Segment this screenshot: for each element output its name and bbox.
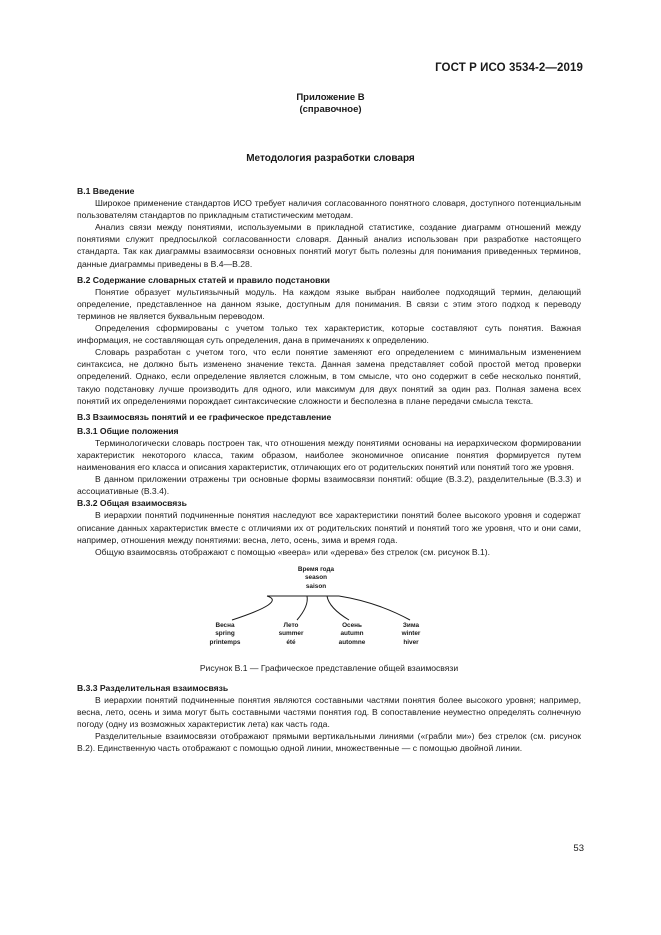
child-node-winter [383, 622, 439, 647]
paragraph: Терминологически словарь построен так, что отношения между понятиями основаны на иерархическом формировании характеристик некоторого класса, таким образом, наиболее экономичное описание понятия формируется путем наименования его класса и описания характеристик, отличающих его от родительских понятий или понятий того же уровня. [77, 437, 581, 473]
node-label-fr: hiver [403, 638, 419, 646]
section-heading-b2: В.2 Содержание словарных статей и правило подстановки [77, 274, 330, 285]
root-label-en: season [304, 574, 328, 582]
paragraph: Понятие образует мультиязычный модуль. На каждом языке выбран наиболее подходящий термин, делающий определение, представленное на данном языке, доступным для понимания. В связи с этим этого подход к переводу терминов не является буквальным переводом. [77, 286, 581, 321]
section-heading-b1: В.1 Введение [77, 186, 135, 196]
paragraph: Анализ связи между понятиями, используемыми в прикладной статистике, создание диаграмм отношений между понятиями служит предпосылкой согласованности словаря. Данный анализ использован при разработке настоящего стандарта. Так как диаграммы взаимосвязи основных понятий могут быть полезны для понимания приведенных терминов, данные диаграммы приведены в В.4—В.28. [77, 222, 581, 269]
standard-header: ГОСТ Р ИСО 3534-2—2019 [435, 62, 583, 74]
node-label-en: autumn [340, 630, 364, 638]
document-body [77, 185, 581, 754]
branch-line-summer [297, 596, 307, 620]
paragraph: Широкое применение стандартов ИСО требует наличия согласованного понятного словаря, доступного потенциальным пользователям стандартов по прикладным статистическим методам. [77, 198, 581, 221]
main-title: Методология разработки словаря [246, 153, 415, 164]
branch-line-winter [339, 596, 410, 620]
node-label-ru: Осень [342, 621, 362, 629]
node-label-en: winter [401, 630, 421, 638]
node-label-fr: automne [338, 638, 366, 646]
paragraph: В иерархии понятий подчиненные понятия являются составными частями понятия более высокого уровня; например, весна, лето, осень и зима могут быть составными частями понятия год. В сопоставление неуместно определять солнечную погоду (одну из возможных характеристик лета) как часть года. [77, 695, 581, 730]
node-label-fr: été [286, 638, 296, 646]
node-label-ru: Весна [215, 621, 235, 629]
paragraph: В иерархии понятий подчиненные понятия наследуют все характеристики понятий более высокого уровня и содержат описание данных характеристик вместе с отличиями их от родительских понятий и понятий того же уровня, что и они сами, например, отношения между понятиями: весна, лето, осень, зима и время года. [77, 510, 581, 545]
node-label-ru: Лето [283, 621, 299, 629]
page-number: 53 [573, 843, 584, 854]
child-node-summer [263, 622, 319, 647]
subsection-heading-b32: В.3.2 Общая взаимосвязь [77, 498, 187, 509]
root-label-fr: saison [305, 582, 327, 590]
paragraph: Определения сформированы с учетом только тех характеристик, которые составляют суть понятия. Важная информация, не составляющая суть определения, дана в примечаниях к определению. [77, 323, 581, 346]
node-label-en: summer [278, 630, 304, 638]
node-label-fr: printemps [209, 638, 241, 646]
appendix-title: Приложение В [296, 92, 365, 103]
paragraph: Разделительные взаимосвязи отображают прямыми вертикальными линиями («грабли ми») без стрелок (см. рисунок В.2). Единственную часть отображают с помощью одной линии, множественные — с помощью двойной линии. [77, 731, 581, 754]
branch-line-spring [232, 596, 272, 620]
child-node-autumn [324, 622, 380, 647]
branch-line-autumn [327, 596, 349, 620]
paragraph: Общую взаимосвязь отображают с помощью «веера» или «дерева» без стрелок (см. рисунок В.1). [95, 546, 490, 557]
root-node [279, 566, 353, 591]
paragraph: Словарь разработан с учетом того, что если понятие заменяют его определением с минимальным изменением синтаксиса, не должно быть изменено значение текста. Данная замена представляет собой простой метод проверки определений. Однако, если определение является сложным, в том смысле, что оно содержит в себе несколько понятий, такую подстановку лучше производить для одного, или максимум для двух понятий за один раз. Полная замена всех понятий их определениями порождает синтаксические сложности и бесполезна в плане передачи смысла текста. [77, 347, 581, 406]
root-label-ru: Время года [297, 565, 335, 573]
child-node-spring [197, 622, 253, 647]
subsection-heading-b33: В.3.3 Разделительная взаимосвязь [77, 682, 229, 693]
node-label-ru: Зима [402, 621, 420, 629]
section-heading-b3: В.3 Взаимосвязь понятий и ее графическое представление [77, 411, 332, 422]
appendix-subtitle: (справочное) [299, 104, 362, 115]
figure-b1-diagram [77, 562, 581, 658]
paragraph: В данном приложении отражены три основные формы взаимосвязи понятий: общие (В.3.2), разделительные (В.3.3) и ассоциативные (В.3.4). [77, 474, 581, 497]
node-label-en: spring [215, 630, 235, 638]
figure-caption: Рисунок В.1 — Графическое представление общей взаимосвязи [199, 662, 459, 673]
subsection-heading-b31: В.3.1 Общие положения [77, 425, 179, 436]
